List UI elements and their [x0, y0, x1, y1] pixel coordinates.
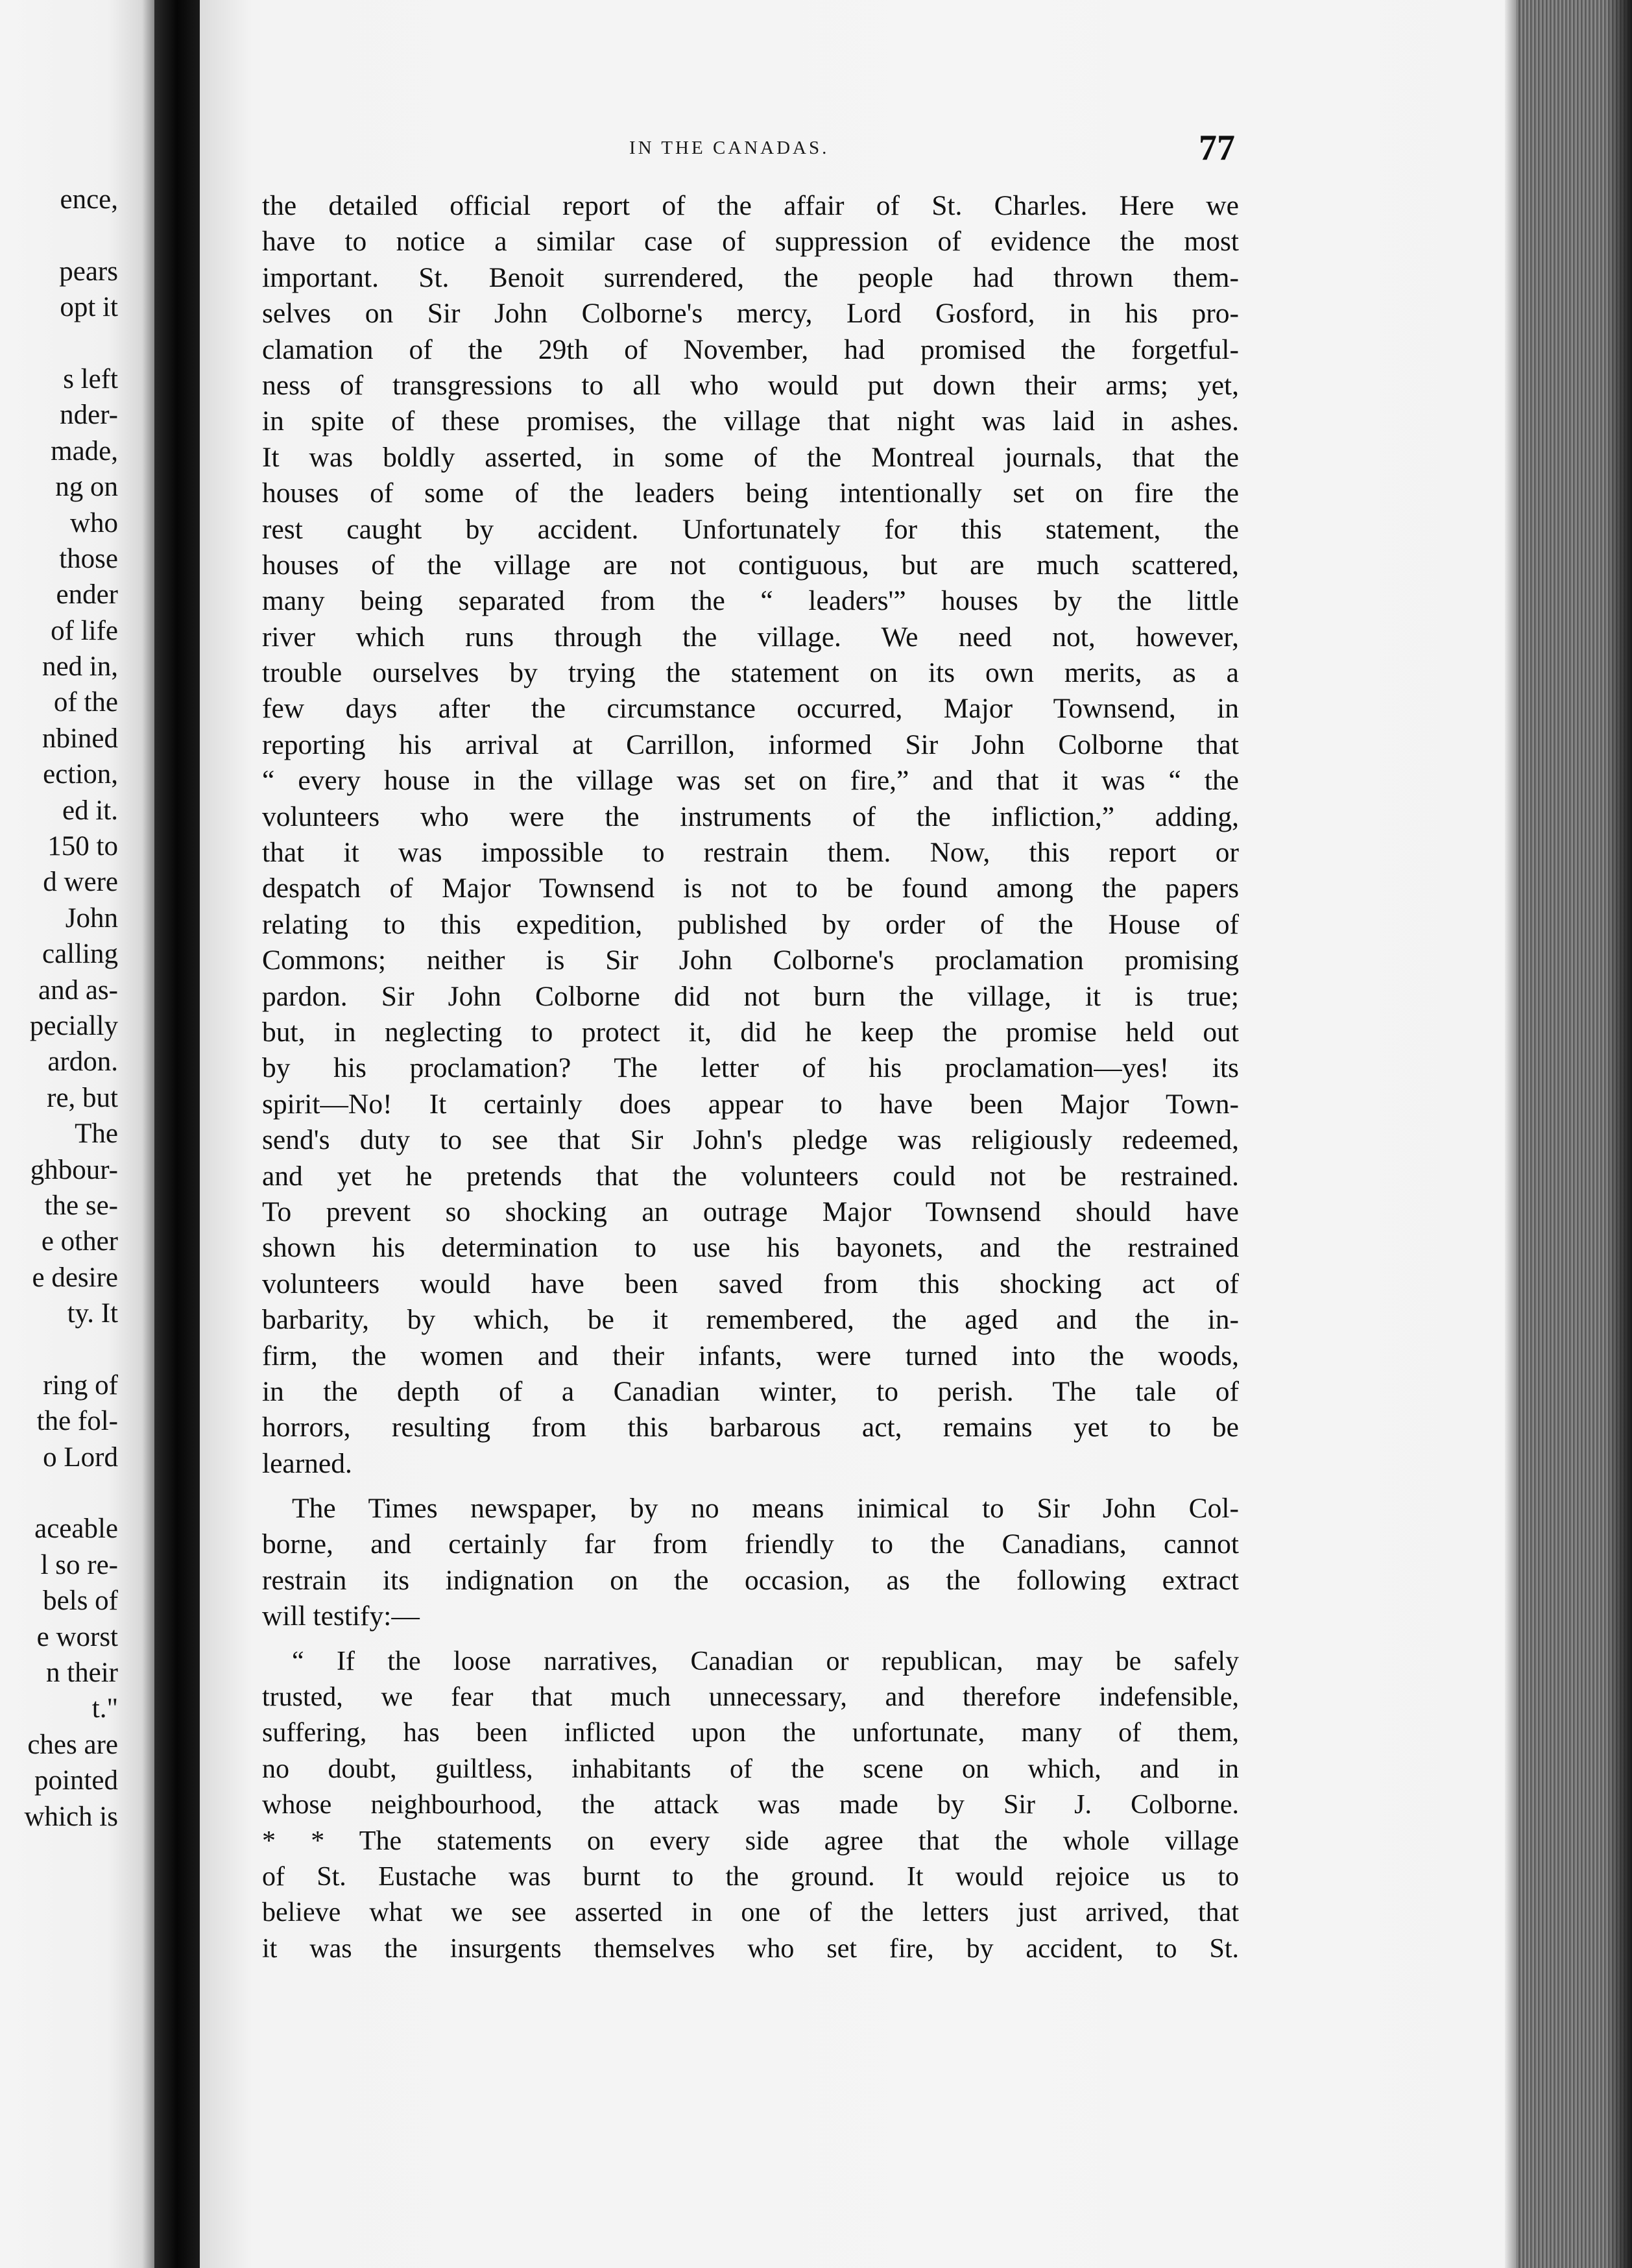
text-line: volunteers would have been saved from this shocking act of [262, 1268, 1239, 1299]
text-line: Commons; neither is Sir John Colborne's proclamation promising [262, 945, 1239, 976]
text-line: important. St. Benoit surrendered, the people had thrown them- [262, 261, 1239, 293]
running-head: IN THE CANADAS. [629, 138, 830, 158]
left-page-line: t." [91, 1693, 118, 1724]
left-page-line: ng on [55, 472, 118, 503]
left-page-line: aceable [34, 1514, 118, 1545]
page-block-edges [1505, 0, 1632, 2268]
left-page-line: re, but [47, 1082, 118, 1113]
left-page-line: e desire [32, 1262, 118, 1293]
left-page-line: ection, [43, 759, 118, 790]
text-line: barbarity, by which, be it remembered, the aged and the in- [262, 1304, 1239, 1336]
left-page-line [0, 217, 118, 253]
left-page-line: and as- [38, 974, 118, 1006]
text-line: reporting his arrival at Carrillon, informed Sir John Colborne that [262, 729, 1239, 760]
text-line: river which runs through the village. We need not, however, [262, 621, 1239, 653]
left-page-line: of life [51, 615, 118, 646]
text-line: but, in neglecting to protect it, did he keep the promise held out [262, 1016, 1239, 1048]
text-line: houses of the village are not contiguous, but are much scattered, [262, 549, 1239, 581]
text-line: trouble ourselves by trying the statement on its own merits, as a [262, 657, 1239, 689]
text-line: by his proclamation? The letter of his proclamation—yes! its [262, 1052, 1239, 1084]
left-page-line: e worst [36, 1621, 118, 1652]
text-line: believe what we see asserted in one of the letters just arrived, that [262, 1898, 1239, 1928]
text-line: firm, the women and their infants, were turned into the woods, [262, 1340, 1239, 1371]
left-page-line: nder- [60, 400, 118, 431]
text-line: clamation of the 29th of November, had promised the forgetful- [262, 333, 1239, 365]
text-line: “ If the loose narratives, Canadian or republican, may be safely [292, 1646, 1239, 1676]
text-line: no doubt, guiltless, inhabitants of the scene on which, and in [262, 1754, 1239, 1784]
left-page-line: The [75, 1118, 118, 1150]
text-line: few days after the circumstance occurred, Major Townsend, in [262, 693, 1239, 725]
text-line: borne, and certainly far from friendly to the Canadians, cannot [262, 1528, 1239, 1560]
left-page-line: o Lord [43, 1442, 118, 1473]
text-line: suffering, has been inflicted upon the unfortunate, many of them, [262, 1718, 1239, 1748]
left-page-line: ring of [43, 1369, 118, 1401]
text-line: will testify:— [262, 1600, 420, 1632]
text-line: and yet he pretends that the volunteers could not be restrained. [262, 1160, 1239, 1192]
book-gutter [154, 0, 200, 2268]
text-line: have to notice a similar case of suppression of evidence the most [262, 226, 1239, 258]
text-line: It was boldly asserted, in some of the Montreal journals, that the [262, 441, 1239, 473]
left-page-line: nbined [42, 723, 118, 754]
left-page-line: calling [42, 939, 118, 970]
left-page-line: opt it [60, 292, 118, 323]
left-page-line: pointed [34, 1765, 118, 1796]
left-page-line [0, 326, 118, 361]
left-page-line: ender [56, 579, 118, 610]
text-line: spirit—No! It certainly does appear to have been Major Town- [262, 1088, 1239, 1120]
text-line: horrors, resulting from this barbarous act, remains yet to be [262, 1412, 1239, 1443]
left-page-line: made, [51, 435, 118, 466]
left-page-line: ardon. [47, 1046, 118, 1078]
left-page-line: who [69, 507, 118, 538]
left-page-line: n their [45, 1658, 118, 1689]
left-page-line: John [65, 902, 118, 934]
left-page-line: ned in, [42, 651, 118, 682]
text-line: send's duty to see that Sir John's pledge was religiously redeemed, [262, 1124, 1239, 1156]
left-page-line [0, 1475, 118, 1511]
left-page-line: d were [43, 867, 118, 898]
left-page-line [0, 1332, 118, 1368]
text-line: whose neighbourhood, the attack was made by Sir J. Colborne. [262, 1790, 1239, 1820]
left-page-line: s left [63, 363, 118, 394]
text-line: rest caught by accident. Unfortunately for this statement, the [262, 513, 1239, 545]
left-facing-page [0, 0, 154, 2268]
left-page-line: the fol- [36, 1406, 118, 1437]
text-line: trusted, we fear that much unnecessary, and therefore indefensible, [262, 1682, 1239, 1713]
text-line: pardon. Sir John Colborne did not burn the village, it is true; [262, 980, 1239, 1012]
text-line: The Times newspaper, by no means inimical to Sir John Col- [292, 1493, 1239, 1525]
left-page-line: those [59, 543, 118, 574]
left-page-line: of the [53, 687, 118, 718]
text-line: houses of some of the leaders being intentionally set on fire the [262, 477, 1239, 509]
text-line: it was the insurgents themselves who set fire, by accident, to St. [262, 1933, 1239, 1964]
text-line: shown his determination to use his bayonets, and the restrained [262, 1232, 1239, 1264]
left-page-line: the se- [44, 1190, 118, 1221]
left-page-line: which is [24, 1801, 118, 1832]
text-line: the detailed official report of the affair of St. Charles. Here we [262, 190, 1239, 221]
text-line: despatch of Major Townsend is not to be found among the papers [262, 873, 1239, 904]
text-line: that it was impossible to restrain them. Now, this report or [262, 837, 1239, 869]
text-line: in the depth of a Canadian winter, to perish. The tale of [262, 1375, 1239, 1407]
text-line: in spite of these promises, the village that night was laid in ashes. [262, 405, 1239, 437]
text-line: volunteers who were the instruments of the infliction,” adding, [262, 801, 1239, 832]
text-line: restrain its indignation on the occasion, as the following extract [262, 1564, 1239, 1596]
left-page-line: ghbour- [30, 1154, 118, 1185]
text-line: learned. [262, 1447, 352, 1479]
body-text [262, 188, 1239, 1967]
left-page-line: pears [59, 256, 118, 287]
text-line: To prevent so shocking an outrage Major Townsend should have [262, 1196, 1239, 1227]
left-page-line: pecially [29, 1010, 118, 1041]
left-page-line: 150 to [47, 831, 118, 862]
text-line: many being separated from the “ leaders'” houses by the little [262, 585, 1239, 617]
left-page-line: e other [41, 1226, 118, 1257]
text-line: “ every house in the village was set on fire,” and that it was “ the [262, 765, 1239, 797]
left-page-line: l so re- [40, 1549, 118, 1580]
text-line: selves on Sir John Colborne's mercy, Lord Gosford, in his pro- [262, 298, 1239, 330]
text-line: ness of transgressions to all who would put down their arms; yet, [262, 369, 1239, 401]
text-line: of St. Eustache was burnt to the ground. It would rejoice us to [262, 1861, 1239, 1892]
text-line: * * The statements on every side agree that the whole village [262, 1826, 1239, 1856]
text-line: relating to this expedition, published by order of the House of [262, 908, 1239, 940]
left-page-line: bels of [43, 1586, 118, 1617]
left-page-line: ed it. [62, 795, 118, 826]
left-page-fragments [0, 182, 118, 1835]
left-page-line: ence, [60, 184, 118, 215]
page-number: 77 [1199, 128, 1235, 168]
left-page-line: ches are [27, 1729, 118, 1760]
left-page-line: ty. It [67, 1298, 118, 1329]
